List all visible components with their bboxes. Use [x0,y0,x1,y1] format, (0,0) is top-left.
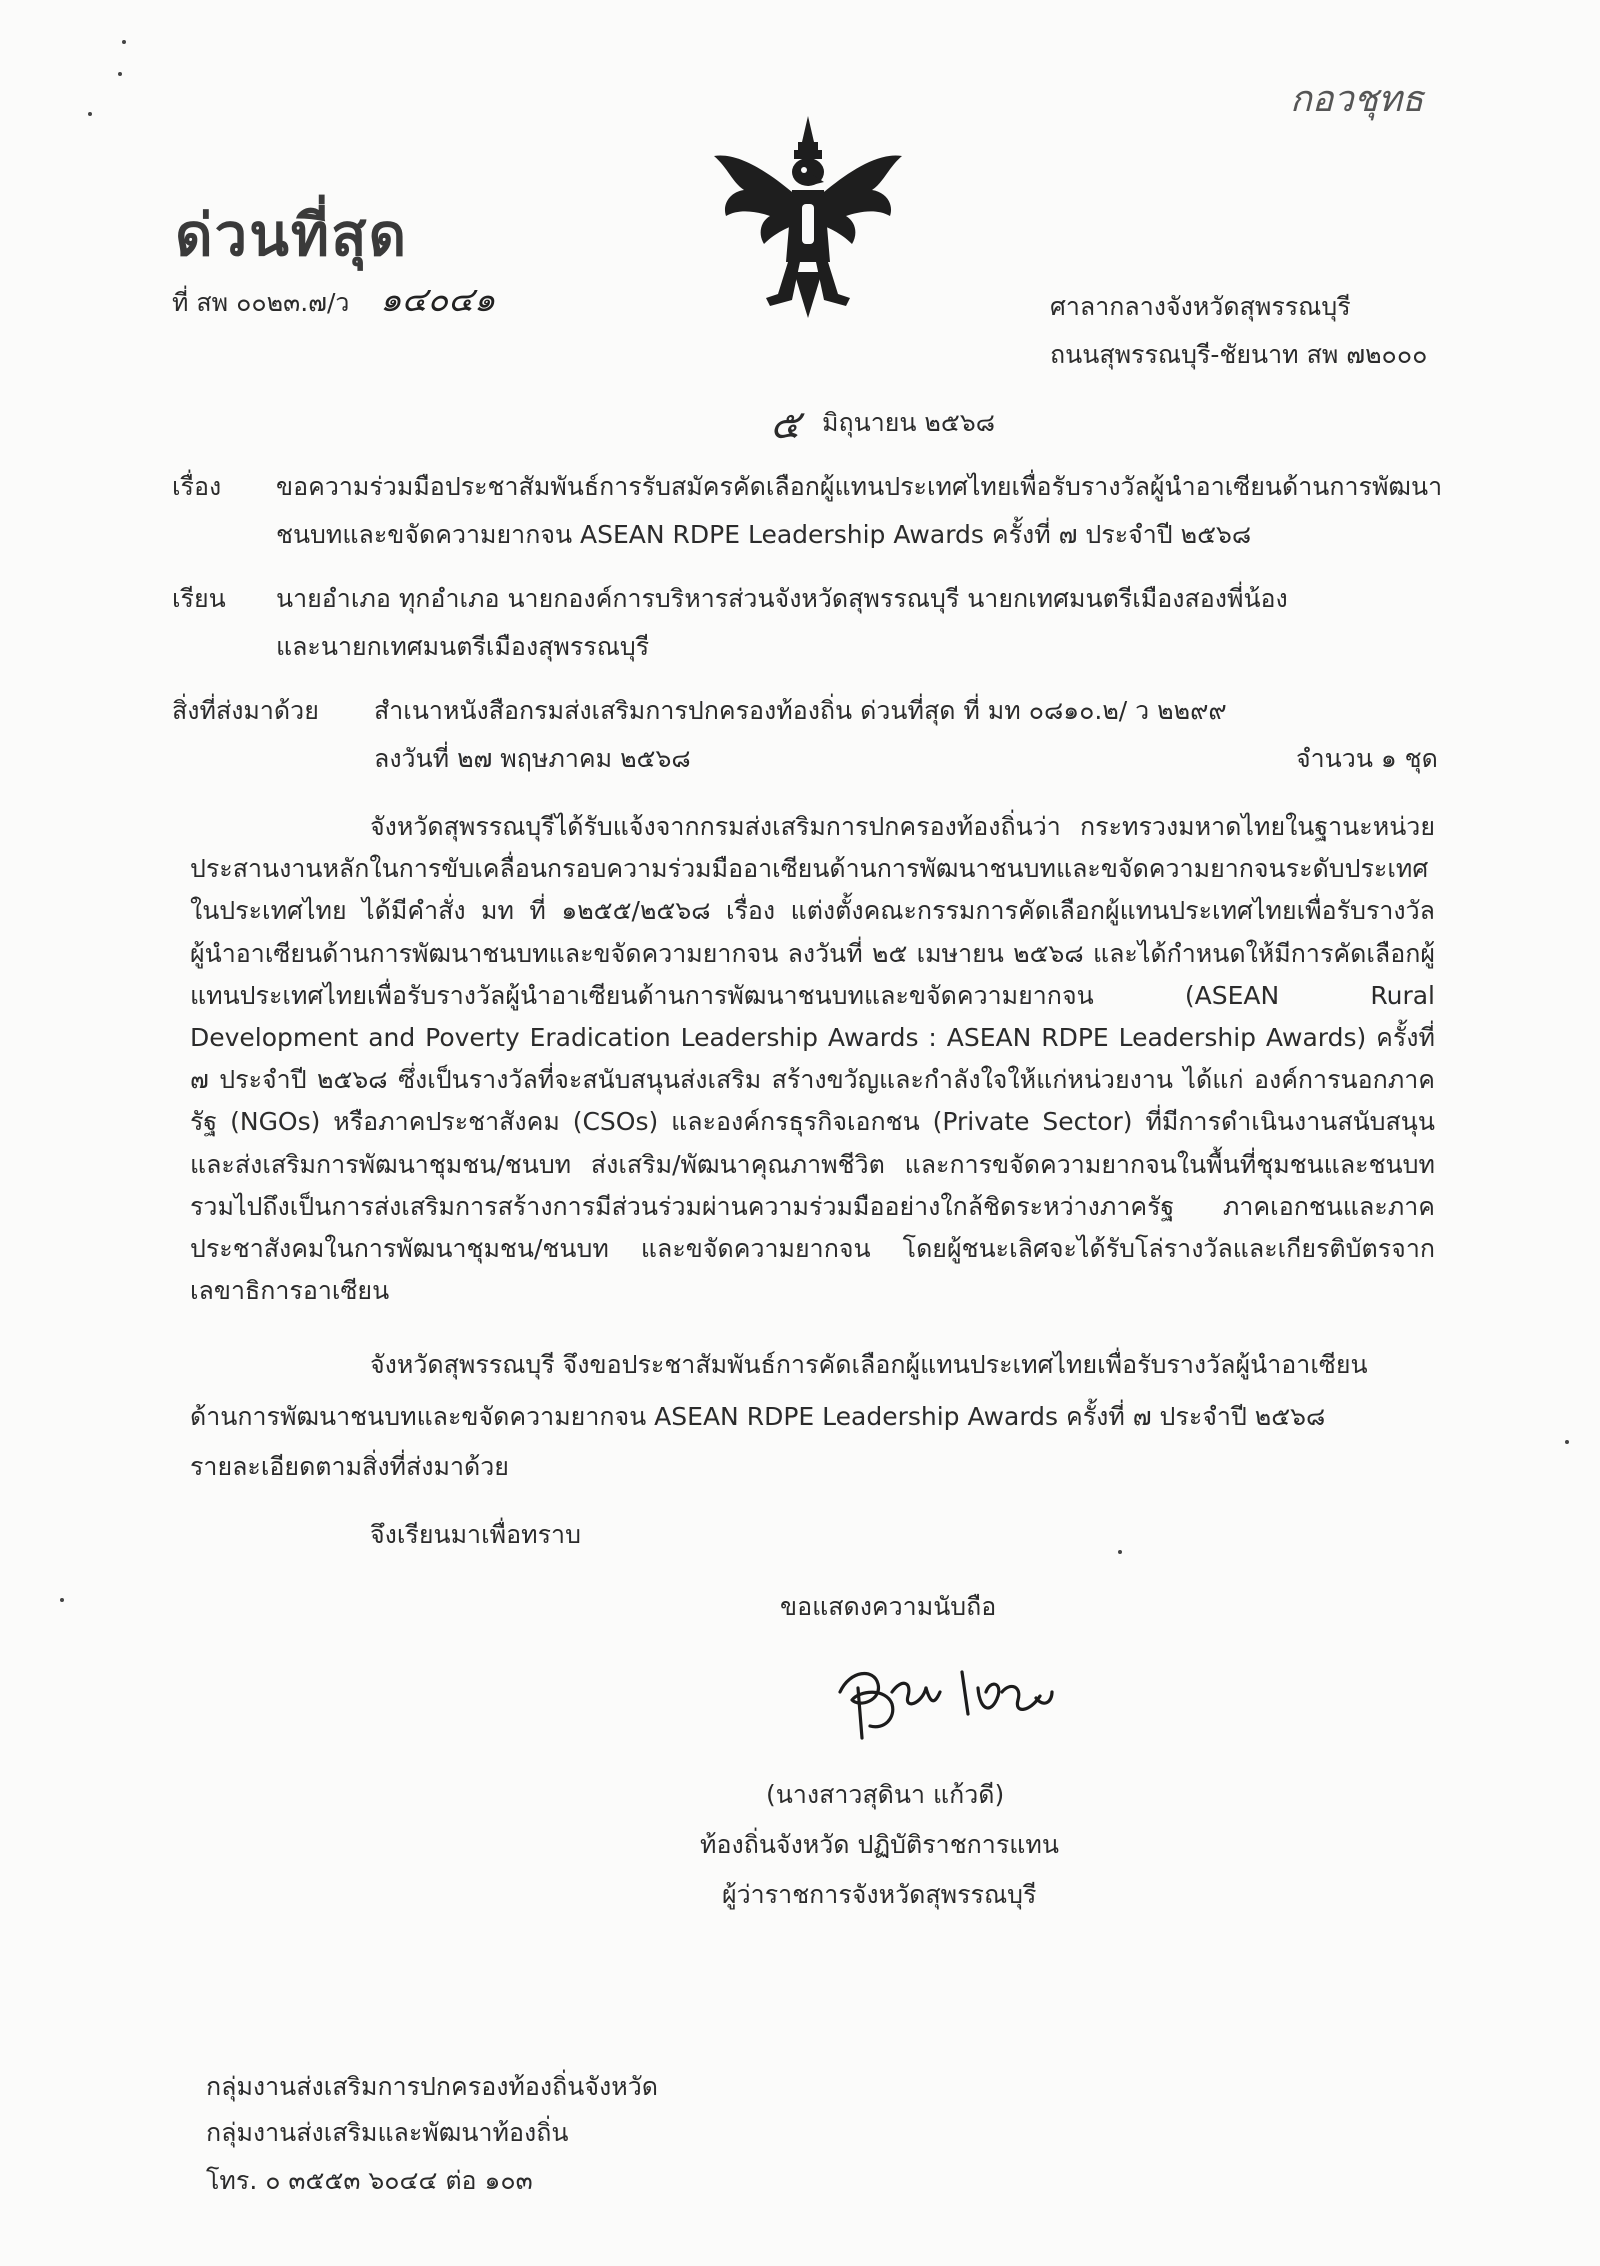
subject-label: เรื่อง [172,472,222,501]
scan-speck [118,72,122,76]
date-month-year: มิถุนายน ๒๕๖๘ [822,408,995,437]
signer-title-1: ท้องถิ่นจังหวัด ปฏิบัติราชการแทน [700,1830,1059,1859]
enclosure-line1: สำเนาหนังสือกรมส่งเสริมการปกครองท้องถิ่น ด่วนที่สุด ที่ มท ๐๘๑๐.๒/ ว ๒๒๙๙ [374,696,1227,725]
salutation: ขอแสดงความนับถือ [780,1592,997,1621]
recipient-line1: นายอำเภอ ทุกอำเภอ นายกองค์การบริหารส่วนจังหวัดสุพรรณบุรี นายกเทศมนตรีเมืองสองพี่น้อง [276,584,1288,613]
recipient-line2: และนายกเทศมนตรีเมืองสุพรรณบุรี [276,632,650,661]
garuda-emblem [708,112,908,322]
enclosure-line2: ลงวันที่ ๒๗ พฤษภาคม ๒๕๖๘ [374,744,691,773]
body-paragraph-2-line3: รายละเอียดตามสิ่งที่ส่งมาด้วย [190,1452,509,1481]
document-number-handwritten: ๑๔๐๔๑ [380,280,496,320]
enclosure-quantity: จำนวน ๑ ชุด [1296,744,1438,773]
scan-speck [60,1598,64,1602]
body-paragraph-1-text: จังหวัดสุพรรณบุรีได้รับแจ้งจากกรมส่งเสริมการปกครองท้องถิ่นว่า กระทรวงมหาดไทยในฐานะหน่วยประสานงานหลักในการขับเคลื่อนกรอบความร่วมมืออาเซียนด้านการพัฒนาชนบทและขจัดความยากจนระดับประเทศในประเทศไทย ได้มีคำสั่ง มท ที่ ๑๒๕๕/๒๕๖๘ เรื่อง แต่งตั้งคณะกรรมการคัดเลือกผู้แทนประเทศไทยเพื่อรับรางวัลผู้นำอาเซียนด้านการพัฒนาชนบทและขจัดความยากจน ลงวันที่ ๒๕ เมษายน ๒๕๖๘ และได้กำหนดให้มีการคัดเลือกผู้แทนประเทศไทยเพื่อรับรางวัลผู้นำอาเซียนด้านการพัฒนาชนบทและขจัดความยากจน (ASEAN Rural Development and Poverty Eradication Leadership Awards : ASEAN RDPE Leadership Awards) ครั้งที่ ๗ ประจำปี ๒๕๖๘ ซึ่งเป็นรางวัลที่จะสนับสนุนส่งเสริม สร้างขวัญและกำลังใจให้แก่หน่วยงาน ได้แก่ องค์การนอกภาครัฐ (NGOs) หรือภาคประชาสังคม (CSOs) และองค์กรธุรกิจเอกชน (Private Sector) ที่มีการดำเนินงานสนับสนุนและส่งเสริมการพัฒนาชุมชน/ชนบท ส่งเสริม/พัฒนาคุณภาพชีวิต และการขจัดความยากจนในพื้นที่ชุมชนและชนบทรวมไปถึงเป็นการส่งเสริมการสร้างการมีส่วนร่วมผ่านความร่วมมืออย่างใกล้ชิดระหว่างภาครัฐ ภาคเอกชนและภาคประชาสังคมในการพัฒนาชุมชน/ชนบท และขจัดความยากจน โดยผู้ชนะเลิศจะได้รับโล่รางวัลและเกียรติบัตรจากเลขาธิการอาเซียน [190,812,1435,1306]
body-paragraph-1 [190,806,1435,1312]
closing-request: จึงเรียนมาเพื่อทราบ [370,1520,581,1549]
handwritten-signature [830,1652,1060,1742]
date-day-handwritten: ๕ [770,402,801,448]
footer-department-1: กลุ่มงานส่งเสริมการปกครองท้องถิ่นจังหวัด [206,2072,658,2101]
signer-title-2: ผู้ว่าราชการจังหวัดสุพรรณบุรี [722,1880,1037,1909]
office-address-line1: ศาลากลางจังหวัดสุพรรณบุรี [1050,292,1351,321]
enclosure-label: สิ่งที่ส่งมาด้วย [172,696,319,725]
scan-speck [122,40,126,44]
handwritten-corner-note: กอวชุทธ [1290,79,1424,120]
body-paragraph-2-line1: จังหวัดสุพรรณบุรี จึงขอประชาสัมพันธ์การคัดเลือกผู้แทนประเทศไทยเพื่อรับรางวัลผู้นำอาเซียน [370,1350,1368,1379]
recipient-label: เรียน [172,584,226,613]
footer-department-2: กลุ่มงานส่งเสริมและพัฒนาท้องถิ่น [206,2118,569,2147]
signer-name: (นางสาวสุดินา แก้วดี) [766,1780,1005,1809]
subject-line2: ชนบทและขจัดความยากจน ASEAN RDPE Leadership Awards ครั้งที่ ๗ ประจำปี ๒๕๖๘ [276,520,1252,549]
scan-speck [88,112,92,116]
subject-line1: ขอความร่วมมือประชาสัมพันธ์การรับสมัครคัดเลือกผู้แทนประเทศไทยเพื่อรับรางวัลผู้นำอาเซียนด้านการพัฒนา [276,472,1443,501]
footer-phone: โทร. ๐ ๓๕๕๓ ๖๐๔๔ ต่อ ๑๐๓ [206,2166,533,2195]
document-number-prefix: ที่ สพ ๐๐๒๓.๗/ว [172,288,350,317]
urgency-stamp: ด่วนที่สุด [175,201,409,269]
office-address-line2: ถนนสุพรรณบุรี-ชัยนาท สพ ๗๒๐๐๐ [1050,340,1428,369]
scan-speck [1118,1550,1122,1554]
body-paragraph-2-line2: ด้านการพัฒนาชนบทและขจัดความยากจน ASEAN RDPE Leadership Awards ครั้งที่ ๗ ประจำปี ๒๕๖๘ [190,1402,1326,1431]
scan-speck [1565,1440,1569,1444]
